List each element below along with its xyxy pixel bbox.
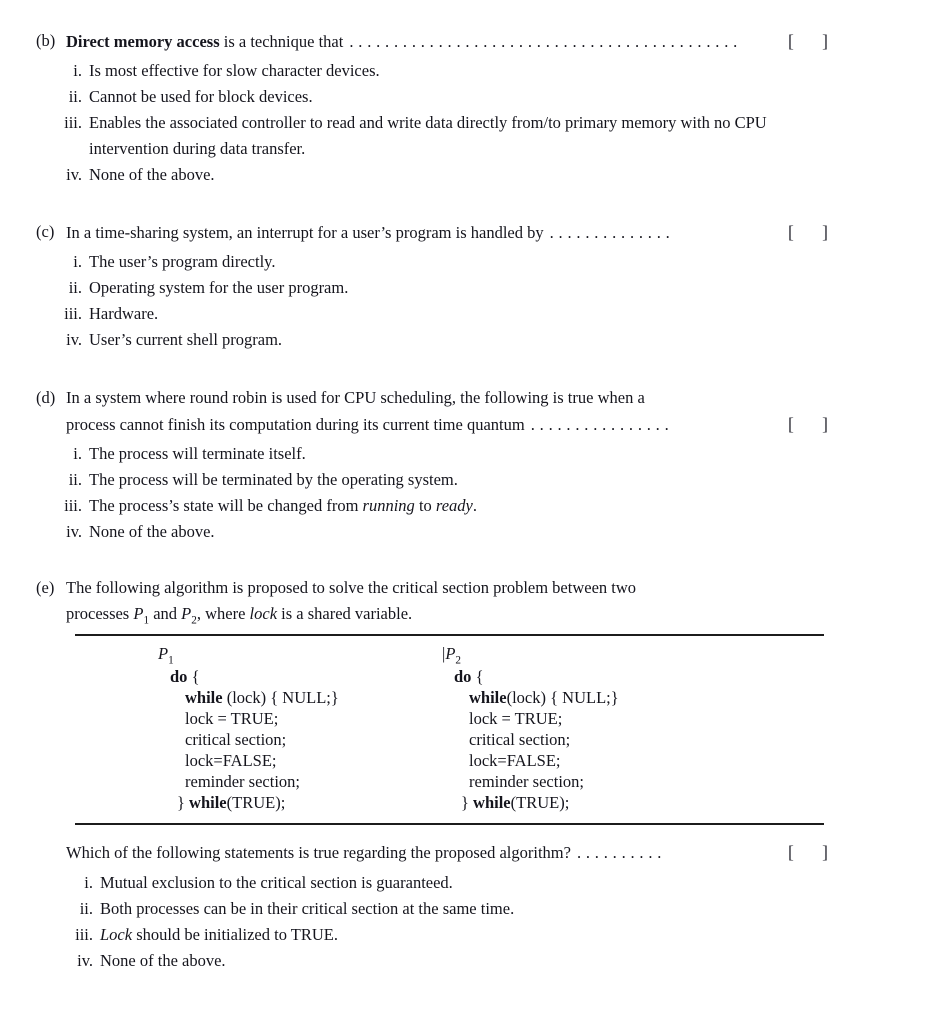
option-numeral: iv. [66,522,82,541]
question-c-label: (c) [36,222,55,241]
option-text: User’s current shell program. [89,330,283,349]
question-b-line [36,28,828,55]
option-text: The process will be terminated by the operating system. [89,470,458,489]
option-text: Cannot be used for block devices. [89,87,313,106]
process-p2-column [442,642,824,813]
option-text: Lock should be initialized to TRUE. [100,925,338,944]
question-e-followup-line [66,839,828,866]
bracket-open: [ [788,842,794,862]
option-numeral: iii. [75,925,93,944]
code-line: lock=FALSE; [469,751,561,770]
dotted-leader: ................ [530,415,674,434]
question-d-label: (d) [36,388,56,407]
option-numeral: iii. [64,113,82,132]
code-line: lock = TRUE; [469,709,563,728]
option-row [36,249,832,275]
option-text: Enables the associated controller to read and write data directly from/to primary memory with no CPU intervention during data transfer. [89,113,767,158]
bracket-open: [ [788,31,794,51]
question-c-text: In a time-sharing system, an interrupt for a user’s program is handled by [66,223,544,242]
option-row [36,110,832,162]
code-line: critical section; [185,730,287,749]
answer-box [788,219,828,245]
question-e-line [36,575,828,627]
option-row [36,84,832,110]
bracket-close: ] [822,31,828,51]
option-text: None of the above. [100,951,226,970]
question-b-label: (b) [36,31,56,50]
option-row [36,58,832,84]
option-row [36,870,832,896]
answer-box [788,28,828,54]
question-d [0,385,942,545]
option-text: The process’s state will be changed from running to ready. [89,496,477,515]
question-c-line [36,219,828,246]
code-line: lock=FALSE; [185,751,277,770]
code-line: critical section; [469,730,571,749]
option-row [36,441,832,467]
code-line: } while(TRUE); [177,793,286,812]
option-numeral: ii. [68,278,82,297]
code-line: } while(TRUE); [461,793,570,812]
bracket-close: ] [822,222,828,242]
option-row [36,275,832,301]
option-numeral: iii. [64,496,82,515]
question-b-text: Direct memory access is a technique that [66,32,344,51]
question-b [0,28,942,188]
code-line: reminder section; [185,772,301,791]
option-text: Hardware. [89,304,159,323]
option-numeral: iii. [64,304,82,323]
option-text: The process will terminate itself. [89,444,306,463]
option-numeral: i. [73,444,82,463]
option-row [36,493,832,519]
question-e-label: (e) [36,578,55,597]
code-line: do { [454,667,484,686]
question-e-text-line1: The following algorithm is proposed to solve the critical section problem between two [66,578,637,597]
bracket-open: [ [788,414,794,434]
question-e [0,575,942,974]
code-line: lock = TRUE; [185,709,279,728]
question-e-followup-text: Which of the following statements is true regarding the proposed algorithm? [66,843,571,862]
option-text: Is most effective for slow character devices. [89,61,380,80]
process-code-table [75,634,824,825]
option-text: Mutual exclusion to the critical section is guaranteed. [100,873,453,892]
option-numeral: ii. [68,87,82,106]
question-d-text-line2: process cannot finish its computation during its current time quantum [66,415,525,434]
option-text: Both processes can be in their critical section at the same time. [100,899,515,918]
code-line: while (lock) { NULL;} [185,688,339,707]
option-row [36,922,832,948]
bracket-open: [ [788,222,794,242]
option-numeral: iv. [77,951,93,970]
option-numeral: i. [73,252,82,271]
option-text: None of the above. [89,165,215,184]
bracket-close: ] [822,414,828,434]
option-numeral: iv. [66,330,82,349]
option-row [36,467,832,493]
option-row [36,519,832,545]
option-numeral: iv. [66,165,82,184]
option-text: None of the above. [89,522,215,541]
p2-column-header: $|P_2$ [442,644,462,667]
p1-column-header: $P_1$ [158,644,174,667]
option-text: The user’s program directly. [89,252,276,271]
question-c [0,219,942,353]
process-p1-column [158,642,442,813]
question-d-text-line1: In a system where round robin is used for CPU scheduling, the following is true when a [66,388,645,407]
code-line: while(lock) { NULL;} [469,688,619,707]
option-row [36,162,832,188]
dotted-leader: .......... [576,843,667,862]
dotted-leader: ............................................ [349,32,743,51]
option-numeral: i. [84,873,93,892]
option-numeral: i. [73,61,82,80]
code-line: reminder section; [469,772,585,791]
dotted-leader: .............. [549,223,675,242]
option-row [36,948,832,974]
bracket-close: ] [822,842,828,862]
option-numeral: ii. [68,470,82,489]
answer-box [788,411,828,437]
option-row [36,896,832,922]
option-row [36,327,832,353]
option-numeral: ii. [79,899,93,918]
question-d-line [36,385,828,438]
option-text: Operating system for the user program. [89,278,349,297]
question-e-text-line2: processes $P_1$ and $P_2$, where lock is a shared variable. [66,604,413,627]
answer-box [788,839,828,865]
code-line: do { [170,667,200,686]
option-row [36,301,832,327]
